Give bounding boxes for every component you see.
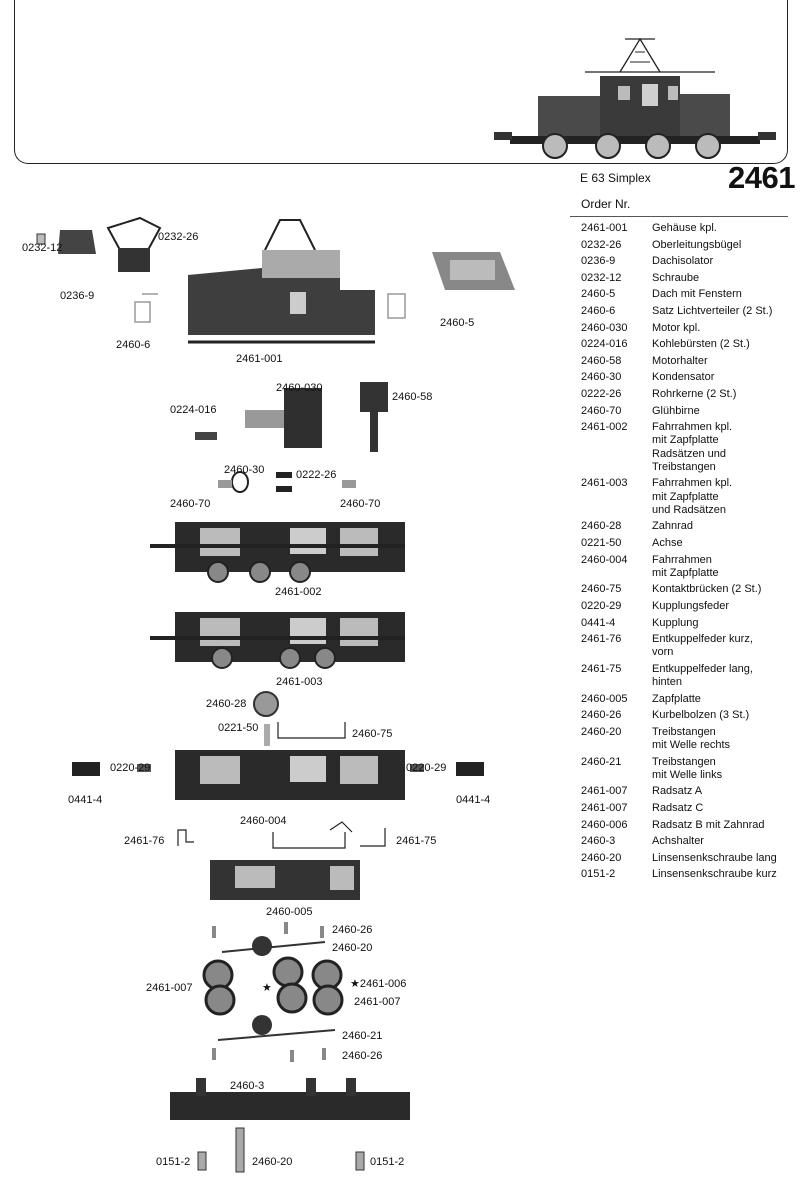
callout-label: 2460-75 (352, 728, 393, 740)
callout-label: 0232-26 (158, 231, 199, 243)
parts-list-row (581, 852, 791, 865)
part-description: Kontaktbrücken (2 St.) (652, 583, 762, 596)
part-code: 2460-21 (581, 755, 622, 768)
parts-list-row (581, 388, 791, 401)
part-code: 0221-50 (581, 536, 622, 549)
part-description: Fahrrahmen kpl. mit Zapfplatte Radsätzen und Treibstangen (652, 421, 733, 473)
parts-list-row (581, 663, 791, 689)
callout-label: 2461-007 (146, 982, 193, 994)
callout-label: ★2461-006 (350, 978, 407, 990)
part-description: Glühbirne (652, 404, 700, 417)
part-description: Schraube (652, 271, 700, 284)
part-code: 2461-003 (581, 477, 628, 490)
part-description: Treibstangen mit Welle links (652, 755, 723, 781)
part-code: 2461-002 (581, 421, 628, 434)
part-description: Entkuppelfeder lang, hinten (652, 662, 753, 689)
part-code: 0224-016 (581, 338, 628, 351)
parts-list-row (581, 726, 791, 752)
part-description: Dach mit Fenstern (652, 288, 742, 301)
part-description: Fahrrahmen mit Zapfplatte (652, 553, 719, 579)
callout-label: 0236-9 (60, 290, 95, 302)
parts-list-row (581, 835, 791, 848)
callout-label: 2460-005 (266, 906, 313, 918)
part-description: Kohlebürsten (2 St.) (652, 338, 750, 351)
parts-list-row (581, 239, 791, 252)
part-code: 2460-6 (581, 304, 616, 317)
parts-list-row (581, 305, 791, 318)
callout-label: 2460-70 (340, 498, 381, 510)
parts-list-row (581, 554, 791, 580)
parts-list-row (581, 868, 791, 881)
parts-list-row (581, 709, 791, 722)
part-code: 0441-4 (581, 616, 616, 629)
parts-list-row (581, 421, 791, 474)
callout-label: 0222-26 (296, 469, 337, 481)
callout-label: 2461-007 (354, 996, 401, 1008)
part-code: 2461-007 (581, 802, 628, 815)
part-description: Linsensenkschraube lang (652, 851, 777, 864)
callout-label: 0232-12 (22, 242, 63, 254)
part-code: 2460-004 (581, 553, 628, 566)
part-code: 0236-9 (581, 255, 616, 268)
parts-list-row (581, 756, 791, 782)
part-code: 2460-28 (581, 520, 622, 533)
parts-list-row (581, 405, 791, 418)
part-description: Oberleitungsbügel (652, 238, 742, 251)
part-code: 2461-76 (581, 633, 622, 646)
callout-label: 2461-75 (396, 835, 437, 847)
callout-label: 0221-50 (218, 722, 259, 734)
part-description: Satz Lichtverteiler (2 St.) (652, 304, 773, 317)
callout-label: 0441-4 (68, 794, 103, 806)
part-code: 2460-3 (581, 835, 616, 848)
part-code: 2460-20 (581, 851, 622, 864)
part-description: Radsatz B mit Zahnrad (652, 818, 765, 831)
callout-label: ★ (262, 982, 272, 994)
callout-label: 2460-20 (252, 1156, 293, 1168)
parts-list-row (581, 600, 791, 613)
callout-label: 2460-70 (170, 498, 211, 510)
part-code: 0151-2 (581, 868, 616, 881)
parts-list-row (581, 355, 791, 368)
parts-list (581, 222, 791, 885)
parts-list-row (581, 520, 791, 533)
divider (570, 216, 788, 217)
callout-label: 2460-21 (342, 1030, 383, 1042)
part-description: Treibstangen mit Welle rechts (652, 725, 731, 752)
part-code: 2461-75 (581, 662, 622, 675)
callout-label: 2461-002 (275, 586, 322, 598)
part-code: 0222-26 (581, 387, 622, 400)
part-code: 2460-030 (581, 321, 628, 334)
part-description: Radsatz A (652, 785, 703, 798)
parts-list-row (581, 693, 791, 706)
callout-label: 2460-6 (116, 339, 151, 351)
part-description: Kupplung (652, 616, 699, 629)
parts-list-row (581, 288, 791, 301)
callout-label: 0441-4 (456, 794, 491, 806)
callout-label: 2460-3 (230, 1080, 265, 1092)
part-code: 2460-26 (581, 709, 622, 722)
part-code: 2460-006 (581, 818, 628, 831)
part-description: Kurbelbolzen (3 St.) (652, 709, 750, 722)
part-code: 2460-30 (581, 371, 622, 384)
part-code: 2460-005 (581, 692, 628, 705)
parts-list-row (581, 371, 791, 384)
parts-list-row (581, 537, 791, 550)
parts-list-row (581, 785, 791, 798)
part-description: Kondensator (652, 371, 715, 384)
part-code: 2461-007 (581, 785, 628, 798)
callout-label: 0151-2 (156, 1156, 191, 1168)
part-code: 2460-58 (581, 354, 622, 367)
parts-list-row (581, 272, 791, 285)
parts-list-row (581, 322, 791, 335)
part-description: Achse (652, 536, 683, 549)
parts-list-row (581, 633, 791, 659)
parts-list-row (581, 477, 791, 517)
callout-label: 2461-003 (276, 676, 323, 688)
callout-label: 2460-30 (224, 464, 265, 476)
part-description: Zapfplatte (652, 692, 701, 705)
callout-label: 2460-26 (332, 924, 373, 936)
part-description: Radsatz C (652, 802, 704, 815)
part-description: Zahnrad (652, 520, 693, 533)
part-code: 2460-5 (581, 288, 616, 301)
callout-label: 2460-20 (332, 942, 373, 954)
exploded-view-diagram (0, 210, 565, 1189)
parts-list-row (581, 338, 791, 351)
part-description: Motorhalter (652, 354, 708, 367)
callout-label: 2460-26 (342, 1050, 383, 1062)
model-number: 2461 (728, 160, 795, 195)
part-code: 0232-12 (581, 271, 622, 284)
part-description: Dachisolator (652, 255, 714, 268)
part-code: 2460-20 (581, 725, 622, 738)
callout-label: 2460-030 (276, 382, 323, 394)
locomotive-photo (490, 24, 780, 162)
part-description: Linsensenkschraube kurz (652, 868, 777, 881)
callout-label: 2460-004 (240, 815, 287, 827)
part-code: 2461-001 (581, 222, 628, 234)
part-code: 0232-26 (581, 238, 622, 251)
parts-list-row (581, 583, 791, 596)
parts-list-row (581, 255, 791, 268)
callout-label: 0224-016 (170, 404, 217, 416)
part-description: Rohrkerne (2 St.) (652, 387, 737, 400)
parts-list-row (581, 222, 791, 235)
callout-label: 2460-58 (392, 391, 433, 403)
callout-label: 0151-2 (370, 1156, 405, 1168)
parts-list-row (581, 617, 791, 630)
model-subtitle: E 63 Simplex (580, 171, 651, 185)
part-description: Motor kpl. (652, 321, 701, 334)
part-description: Fahrrahmen kpl. mit Zapfplatte und Radsätzen (652, 477, 733, 516)
part-description: Entkuppelfeder kurz, vorn (652, 633, 753, 659)
parts-list-row (581, 819, 791, 832)
callout-label: 0220-29 (406, 762, 447, 774)
exploded-view-drawing (0, 210, 565, 1189)
part-description: Achshalter (652, 835, 704, 848)
callout-label: 2460-5 (440, 317, 475, 329)
parts-list-row (581, 802, 791, 815)
order-number-label: Order Nr. (581, 197, 631, 211)
part-description: Gehäuse kpl. (652, 222, 717, 234)
callout-label: 2461-76 (124, 835, 165, 847)
part-code: 2460-75 (581, 583, 622, 596)
part-description: Kupplungsfeder (652, 599, 730, 612)
callout-label: 2461-001 (236, 353, 283, 365)
part-code: 0220-29 (581, 599, 622, 612)
callout-label: 0220-29 (110, 762, 151, 774)
part-code: 2460-70 (581, 404, 622, 417)
callout-label: 2460-28 (206, 698, 247, 710)
